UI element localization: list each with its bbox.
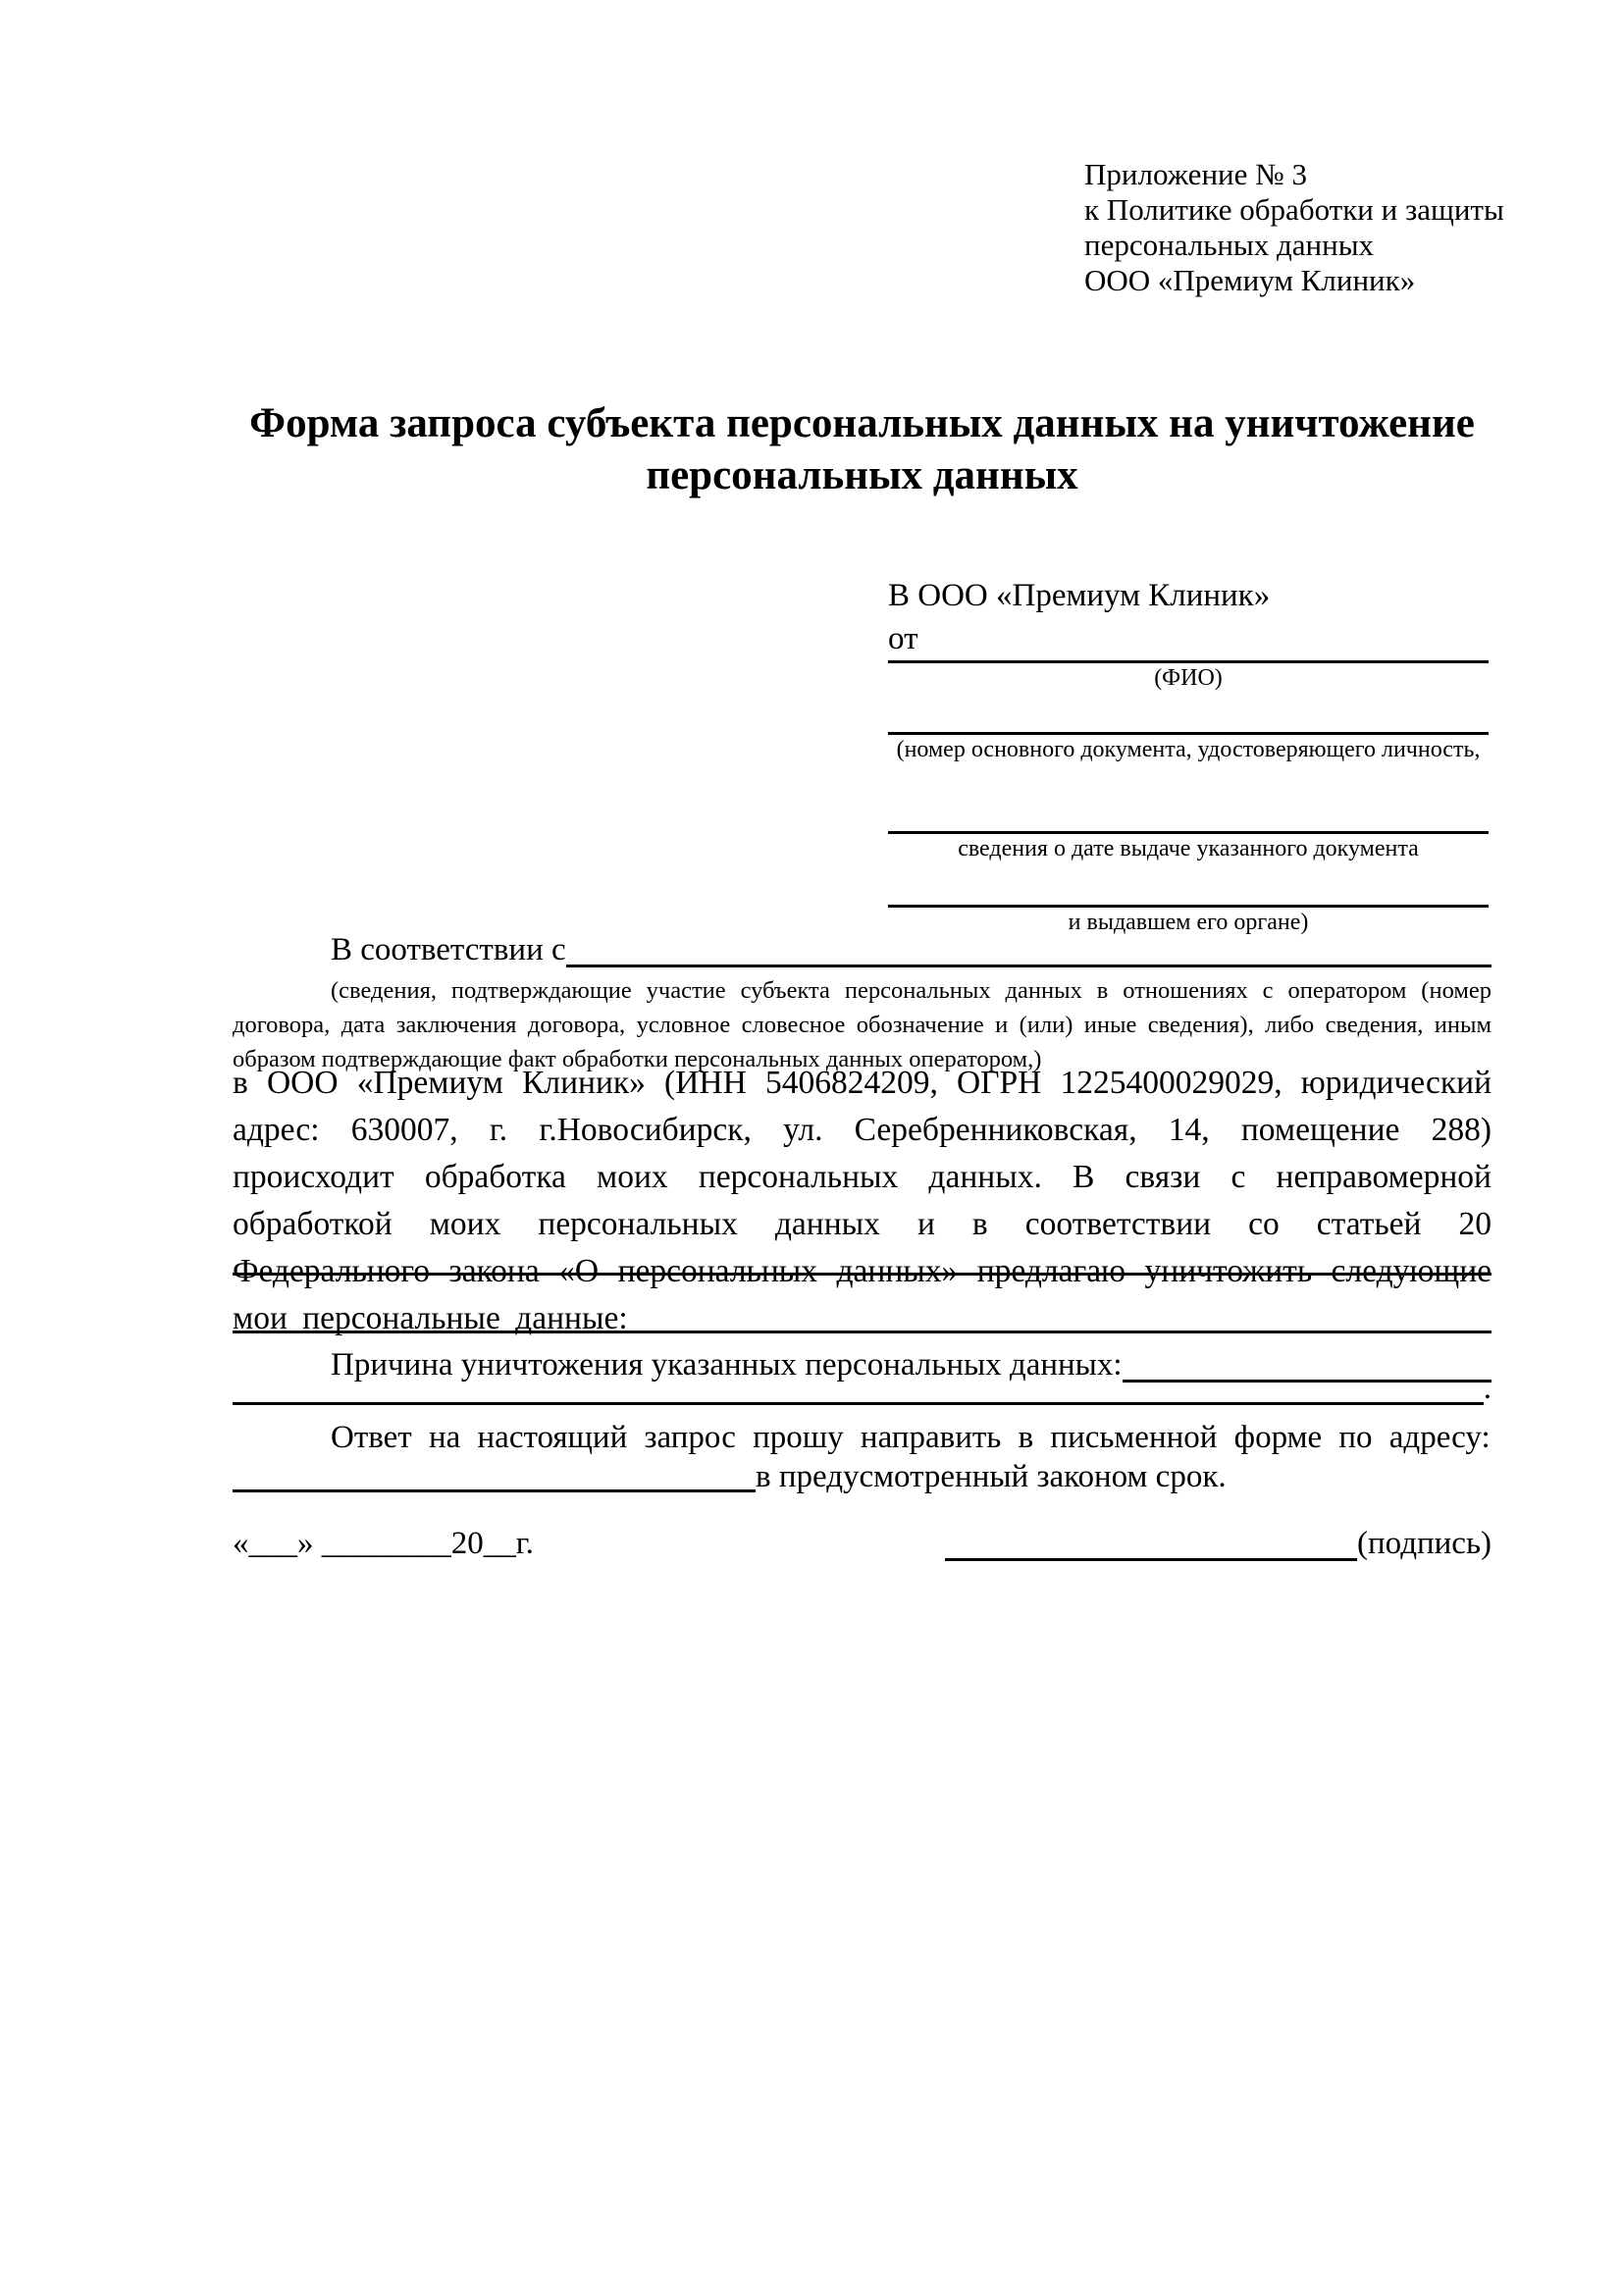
response-request-text: Ответ на настоящий запрос прошу направить в письменной форме по адресу: bbox=[331, 1420, 1491, 1455]
accordance-label: В соответствии с bbox=[331, 932, 566, 967]
accordance-row bbox=[233, 927, 1492, 972]
date-line: «___» ________20__г. bbox=[233, 1526, 534, 1561]
personal-data-blank-line-1 bbox=[233, 1273, 1492, 1276]
recipient-to: В ООО «Премиум Клиник» bbox=[888, 578, 1271, 613]
accordance-note: (сведения, подтверждающие участие субъекта персональных данных в отношениях с оператором (номер договора, дата заключения договора, условное словесное обозначение и (или) иные сведения), либо сведения, иным образом подтверждающие факт обработки персональных данных оператором,) bbox=[233, 977, 1492, 1072]
signature-caption: (подпись) bbox=[1357, 1526, 1492, 1561]
signature-blank-line bbox=[945, 1558, 1357, 1561]
recipient-from-label: от bbox=[888, 621, 918, 656]
recipient-block bbox=[888, 574, 1489, 937]
document-number-caption: (номер основного документа, удостоверяющего личность, bbox=[896, 737, 1481, 762]
issue-date-caption: сведения о дате выдаче указанного документа bbox=[958, 836, 1419, 861]
appendix-header bbox=[1084, 157, 1504, 298]
signature-group bbox=[945, 1521, 1492, 1566]
main-paragraph: в ООО «Премиум Клиник» (ИНН 5406824209, ОГРН 1225400029029, юридический адрес: 630007, г. г.Новосибирск, ул. Серебренниковская, 14, помещение 288) происходит обработка моих персональных данных. В связи с неправомерной обработкой моих персональных данных и в соответствии со статьей 20 Федерального закона «О персональных данных» предлагаю уничтожить следующие мои персональные данные: bbox=[233, 1065, 1492, 1336]
reason-label: Причина уничтожения указанных персональных данных: bbox=[331, 1347, 1123, 1383]
issuing-authority-caption: и выдавшем его органе) bbox=[1068, 910, 1309, 935]
footer-row bbox=[233, 1521, 1492, 1566]
appendix-header-line: к Политике обработки и защиты bbox=[1084, 192, 1504, 227]
reason-continuation-blank-line bbox=[233, 1402, 1484, 1405]
fio-caption: (ФИО) bbox=[1154, 665, 1223, 691]
response-request-tail: в предусмотренный законом срок. bbox=[756, 1459, 1227, 1494]
address-blank-line bbox=[233, 1489, 756, 1492]
line-end-period: . bbox=[1483, 1371, 1492, 1406]
response-address-row bbox=[233, 1456, 1492, 1497]
appendix-header-line: Приложение № 3 bbox=[1084, 157, 1307, 191]
appendix-header-line: персональных данных bbox=[1084, 228, 1375, 262]
personal-data-blank-line-2 bbox=[233, 1331, 1492, 1333]
appendix-header-line: ООО «Премиум Клиник» bbox=[1084, 263, 1416, 297]
reason-continuation-row bbox=[233, 1372, 1492, 1405]
page-title: Форма запроса субъекта персональных данных на уничтожение персональных данных bbox=[249, 400, 1475, 498]
accordance-blank-line bbox=[566, 965, 1492, 967]
